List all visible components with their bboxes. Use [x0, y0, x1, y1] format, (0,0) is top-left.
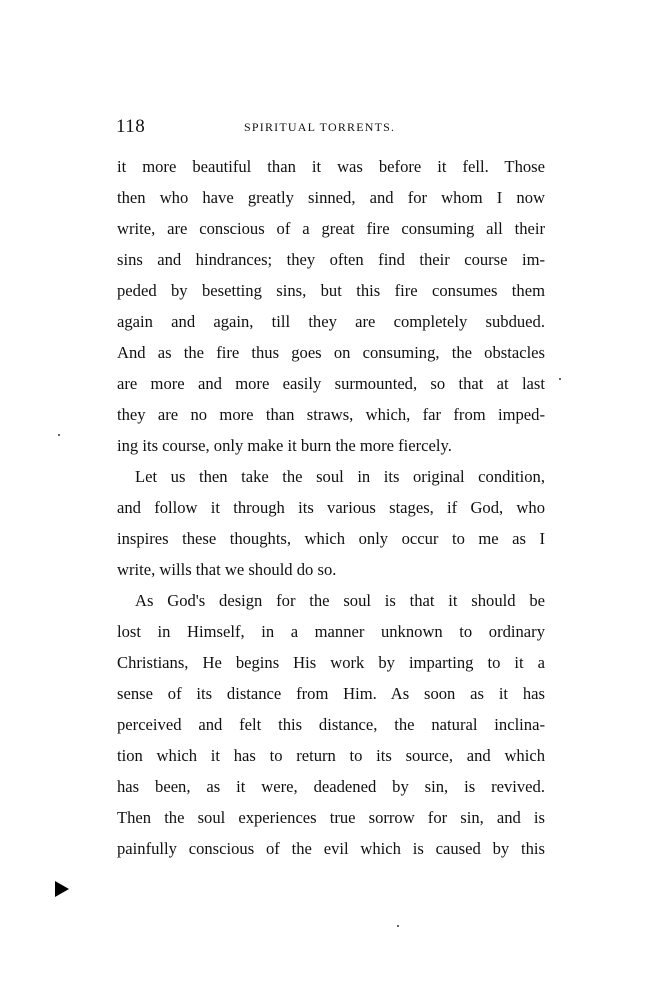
- text-line: tion which it has to return to its source, and which: [117, 746, 545, 765]
- text-line: Then the soul experiences true sorrow for sin, and is: [117, 808, 545, 827]
- text-line: and follow it through its various stages, if God, who: [117, 498, 545, 517]
- scan-speck: [559, 378, 561, 380]
- body-text: [117, 151, 545, 864]
- text-line: write, are conscious of a great fire consuming all their: [117, 219, 545, 238]
- text-line: then who have greatly sinned, and for whom I now: [117, 188, 545, 207]
- page-turn-arrow-icon: [55, 881, 69, 897]
- running-head: SPIRITUAL TORRENTS.: [244, 120, 396, 134]
- text-line: inspires these thoughts, which only occur to me as I: [117, 529, 545, 548]
- text-line: sense of its distance from Him. As soon as it has: [117, 684, 545, 703]
- scan-speck: [397, 925, 399, 927]
- text-line: lost in Himself, in a manner unknown to ordinary: [117, 622, 545, 641]
- scan-speck: [58, 434, 60, 436]
- text-line: again and again, till they are completely subdued.: [117, 312, 545, 331]
- text-line: perceived and felt this distance, the natural inclina-: [117, 715, 545, 734]
- text-line: And as the fire thus goes on consuming, the obstacles: [117, 343, 545, 362]
- text-line: ing its course, only make it burn the more fiercely.: [117, 436, 452, 455]
- text-line: it more beautiful than it was before it fell. Those: [117, 157, 545, 176]
- text-line: painfully conscious of the evil which is caused by this: [117, 839, 545, 858]
- page-number: 118: [116, 116, 146, 137]
- text-line: Let us then take the soul in its original condition,: [135, 467, 545, 486]
- text-line: sins and hindrances; they often find their course im-: [117, 250, 545, 269]
- text-line: write, wills that we should do so.: [117, 560, 337, 579]
- text-line: has been, as it were, deadened by sin, is revived.: [117, 777, 545, 796]
- text-line: Christians, He begins His work by imparting to it a: [117, 653, 545, 672]
- text-line: are more and more easily surmounted, so that at last: [117, 374, 545, 393]
- text-line: they are no more than straws, which, far from imped-: [117, 405, 545, 424]
- text-line: peded by besetting sins, but this fire consumes them: [117, 281, 545, 300]
- page-header: [116, 116, 546, 138]
- text-line: As God's design for the soul is that it should be: [135, 591, 545, 610]
